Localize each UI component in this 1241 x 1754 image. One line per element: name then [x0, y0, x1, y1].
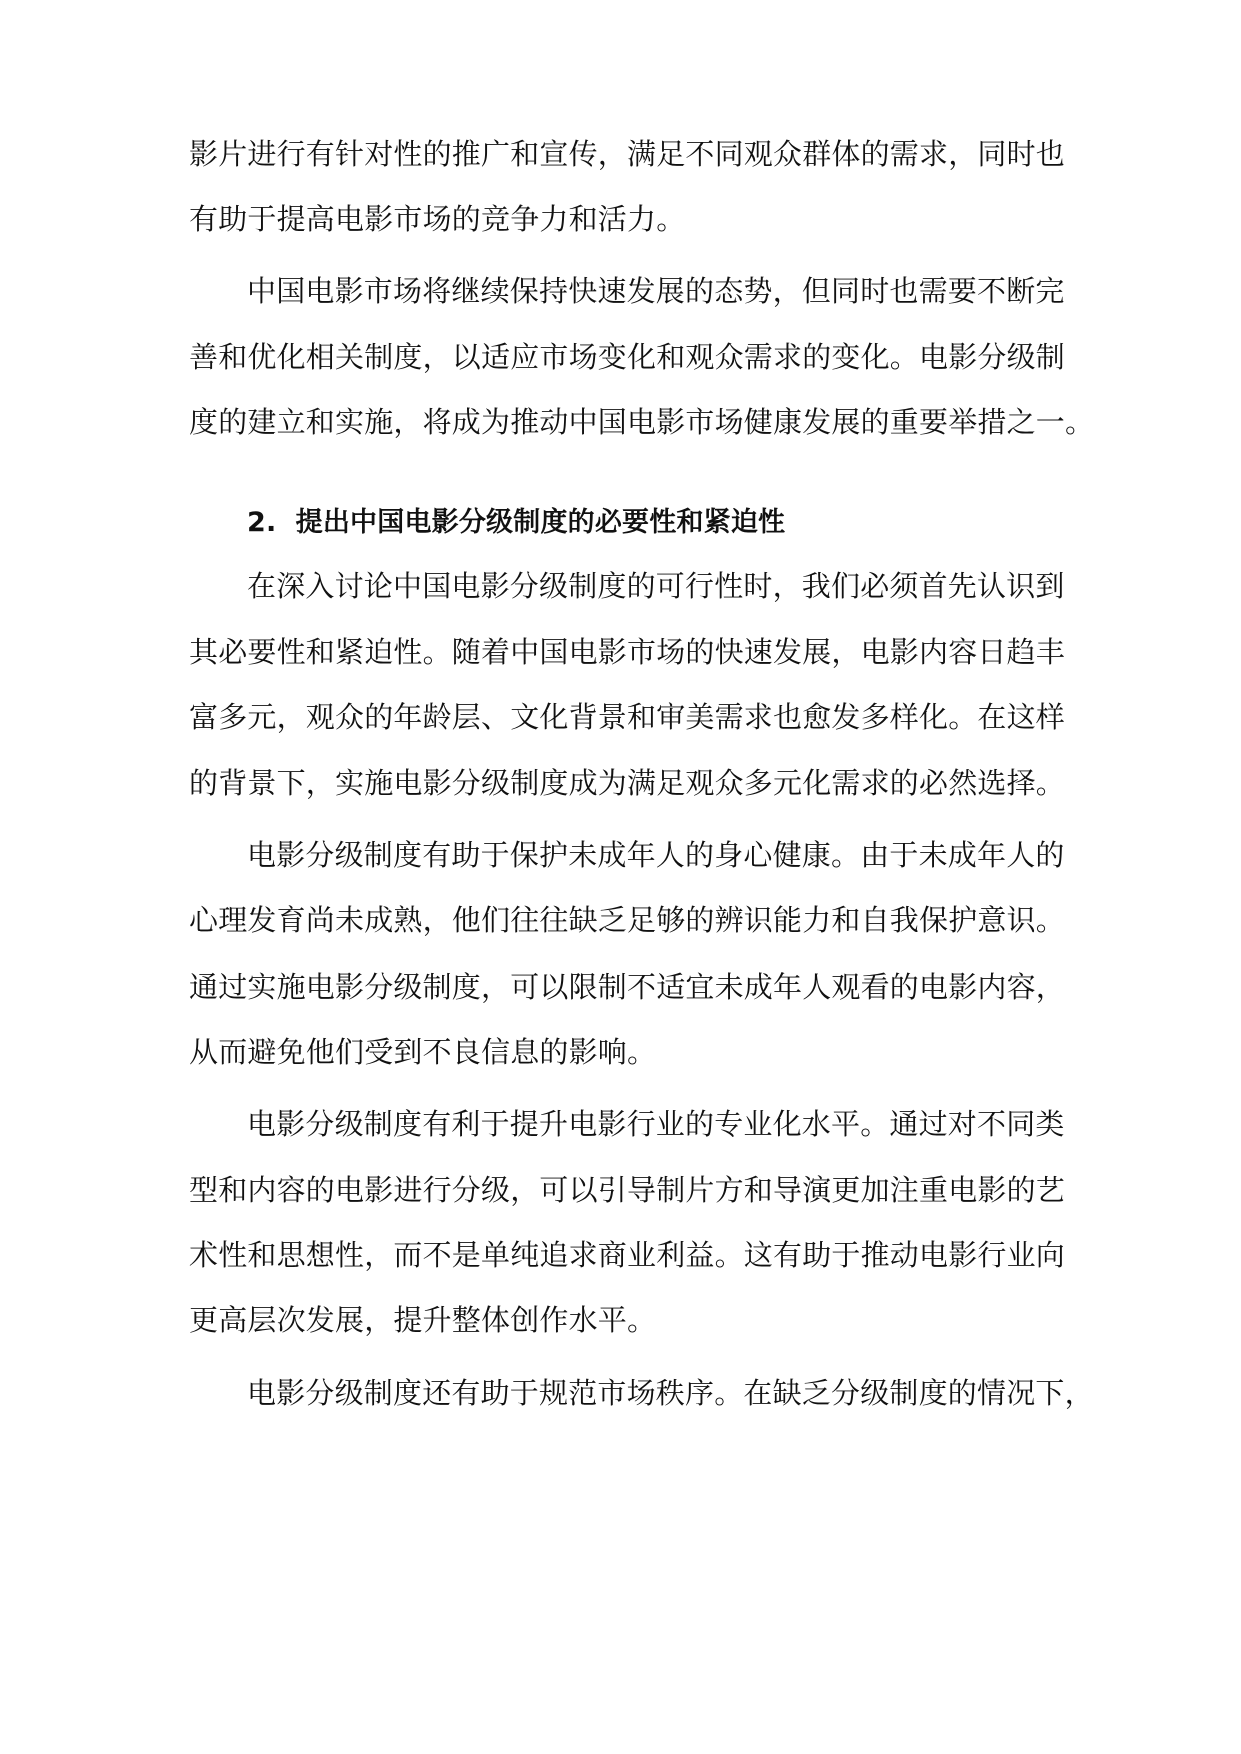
section-number: 2.: [247, 507, 277, 538]
paragraph-line: 心理发育尚未成熟，他们往往缺乏足够的辨识能力和自我保护意识。: [189, 903, 1066, 937]
paragraph-line: 电影分级制度有利于提升电影行业的专业化水平。通过对不同类: [247, 1107, 1065, 1141]
paragraph-line: 术性和思想性，而不是单纯追求商业利益。这有助于推动电影行业向: [189, 1238, 1066, 1272]
paragraph-line: 善和优化相关制度，以适应市场变化和观众需求的变化。电影分级制: [189, 340, 1066, 374]
paragraph-line: 影片进行有针对性的推广和宣传，满足不同观众群体的需求，同时也: [189, 137, 1066, 171]
paragraph-line: 中国电影市场将继续保持快速发展的态势，但同时也需要不断完: [247, 274, 1065, 308]
paragraph-line: 电影分级制度还有助于规范市场秩序。在缺乏分级制度的情况下，: [247, 1376, 1094, 1410]
section-heading: [247, 503, 785, 543]
paragraph-line: 型和内容的电影进行分级，可以引导制片方和导演更加注重电影的艺: [189, 1173, 1066, 1207]
paragraph-line: 在深入讨论中国电影分级制度的可行性时，我们必须首先认识到: [247, 569, 1065, 603]
paragraph-line: 有助于提高电影市场的竞争力和活力。: [189, 202, 686, 236]
paragraph-line: 度的建立和实施，将成为推动中国电影市场健康发展的重要举措之一。: [189, 405, 1095, 439]
paragraph-line: 的背景下，实施电影分级制度成为满足观众多元化需求的必然选择。: [189, 766, 1066, 800]
paragraph-line: 通过实施电影分级制度，可以限制不适宜未成年人观看的电影内容，: [189, 970, 1066, 1004]
paragraph-line: 电影分级制度有助于保护未成年人的身心健康。由于未成年人的: [247, 838, 1065, 872]
paragraph-line: 更高层次发展，提升整体创作水平。: [189, 1303, 657, 1337]
paragraph-line: 从而避免他们受到不良信息的影响。: [189, 1035, 657, 1069]
paragraph-line: 其必要性和紧迫性。随着中国电影市场的快速发展，电影内容日趋丰: [189, 635, 1066, 669]
paragraph-line: 富多元，观众的年龄层、文化背景和审美需求也愈发多样化。在这样: [189, 700, 1066, 734]
section-title: 提出中国电影分级制度的必要性和紧迫性: [295, 507, 786, 538]
